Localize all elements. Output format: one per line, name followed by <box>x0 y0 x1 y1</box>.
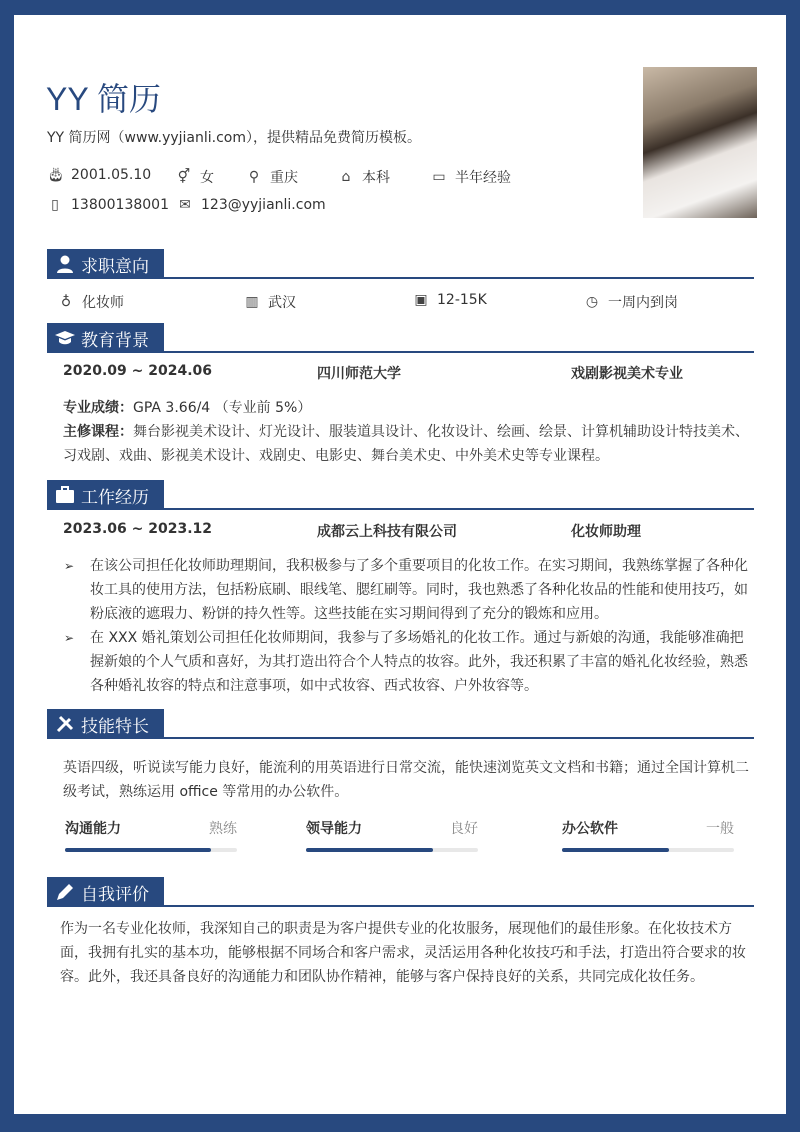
skill-name: 领导能力 <box>306 821 362 837</box>
intent-position <box>58 292 124 312</box>
skill-progress-bar <box>65 848 237 852</box>
skill-item <box>562 818 734 838</box>
intent-city <box>244 292 296 312</box>
skill-item <box>65 818 237 838</box>
building-icon: ▥ <box>245 294 259 310</box>
skill-progress-fill <box>306 848 433 852</box>
graduation-cap-icon <box>55 328 75 348</box>
gender-icon: ⚥ <box>177 169 191 185</box>
intent-arrival <box>584 292 678 312</box>
tagline: YY 简历网（www.yyjianli.com），提供精品免费简历模板。 <box>47 130 421 146</box>
clock-icon: ◷ <box>585 294 599 310</box>
skill-level: 一般 <box>706 821 734 837</box>
education-level: 本科 <box>362 170 390 186</box>
position: 化妆师 <box>82 295 124 311</box>
phone-icon: ▯ <box>51 197 59 213</box>
person-icon: ⚲ <box>248 169 260 185</box>
phone: 13800138001 <box>71 197 169 213</box>
experience-info <box>431 167 511 187</box>
section-work <box>47 480 754 510</box>
tools-icon <box>55 714 75 734</box>
skill-progress-fill <box>562 848 669 852</box>
skill-progress-fill <box>65 848 211 852</box>
section-intent <box>47 249 754 279</box>
location: 重庆 <box>270 170 298 186</box>
gender: 女 <box>200 170 214 186</box>
section-title: 技能特长 <box>81 716 149 737</box>
major: 戏剧影视美术专业 <box>571 366 683 382</box>
work-bullet: ➢ 在 XXX 婚礼策划公司担任化妆师期间，我参与了多场婚礼的化妆工作。通过与新娘的沟通，我能够准确把握新娘的个人气质和喜好，为其打造出符合个人特点的妆容。此外，我还积累了丰富的婚礼化妆经验，熟悉各种婚礼妆容的特点和注意事项，如中式妆容、西式妆容、户外妆容等。 <box>64 626 754 698</box>
birth-date: 2001.05.10 <box>71 167 152 183</box>
skill-progress-bar <box>562 848 734 852</box>
wallet-icon: ▣ <box>414 292 428 308</box>
graduation-cap-icon: ⌂ <box>341 169 351 185</box>
section-title: 工作经历 <box>81 487 149 508</box>
skills-text: 英语四级，听说读写能力良好，能流利的用英语进行日常交流，能快速浏览英文文档和书籍；通过全国计算机二级考试，熟练运用 office 等常用的办公软件。 <box>63 760 749 800</box>
experience: 半年经验 <box>455 170 511 186</box>
location-info <box>246 167 298 187</box>
profile-photo <box>643 67 757 218</box>
salary: 12-15K <box>437 292 487 308</box>
skill-name: 沟通能力 <box>65 821 121 837</box>
city: 武汉 <box>268 295 296 311</box>
section-education <box>47 323 754 353</box>
skill-level: 熟练 <box>209 821 237 837</box>
courses-line <box>63 420 753 468</box>
education-period: 2020.09 ~ 2024.06 <box>63 363 213 379</box>
cake-icon: 🎂︎ <box>47 167 65 183</box>
section-title: 自我评价 <box>81 884 149 905</box>
company-name: 成都云上科技有限公司 <box>317 524 457 540</box>
section-skills <box>47 709 754 739</box>
briefcase-icon: ▭ <box>432 169 446 185</box>
birth-info <box>47 167 151 183</box>
email-info <box>177 197 326 213</box>
briefcase-icon <box>55 485 75 505</box>
skill-item <box>306 818 478 838</box>
section-self-evaluation <box>47 877 754 907</box>
gpa-line <box>63 396 753 420</box>
skill-progress-bar <box>306 848 478 852</box>
pen-icon <box>55 882 75 902</box>
gpa: GPA 3.66/4 （专业前 5%） <box>133 400 312 416</box>
resume-title: YY 简历 <box>46 81 162 117</box>
job-role: 化妆师助理 <box>571 524 641 540</box>
phone-info <box>47 197 169 213</box>
intent-salary <box>413 292 487 308</box>
section-title: 教育背景 <box>81 330 149 351</box>
skill-name: 办公软件 <box>562 821 618 837</box>
work-bullet: ➢ 在该公司担任化妆师助理期间，我积极参与了多个重要项目的化妆工作。在实习期间，我熟练掌握了各种化妆工具的使用方法，包括粉底刷、眼线笔、腮红刷等。同时，我也熟悉了各种化妆品的性能和使用技巧，如粉底液的遮瑕力、粉饼的持久性等。这些技能在实习期间得到了充分的锻炼和应用。 <box>64 554 754 626</box>
courses: 舞台影视美术设计、灯光设计、服装道具设计、化妆设计、绘画、绘景、计算机辅助设计特技美术、习戏剧、戏曲、影视美术设计、戏剧史、电影史、舞台美术史、中外美术史等专业课程。 <box>63 424 749 464</box>
section-title: 求职意向 <box>81 256 149 277</box>
arrival: 一周内到岗 <box>608 295 678 311</box>
school-name: 四川师范大学 <box>317 366 401 382</box>
work-period: 2023.06 ~ 2023.12 <box>63 521 213 537</box>
user-icon <box>55 254 75 274</box>
email: 123@yyjianli.com <box>201 197 326 213</box>
skill-level: 良好 <box>450 821 478 837</box>
self-evaluation-text: 作为一名专业化妆师，我深知自己的职责是为客户提供专业的化妆服务，展现他们的最佳形象。在化妆技术方面，我拥有扎实的基本功，能够根据不同场合和客户需求，灵活运用各种化妆技巧和手法，打造出符合要求的妆容。此外，我还具备良好的沟通能力和团队协作精神，能够与客户保持良好的关系，共同完成化妆任务。 <box>60 921 746 985</box>
gpa-label: 专业成绩： <box>63 400 133 416</box>
courses-label: 主修课程： <box>63 424 133 440</box>
education-info <box>338 167 390 187</box>
tie-icon: ♁ <box>60 294 72 310</box>
mail-icon: ✉ <box>179 197 191 213</box>
gender-info <box>176 167 214 187</box>
